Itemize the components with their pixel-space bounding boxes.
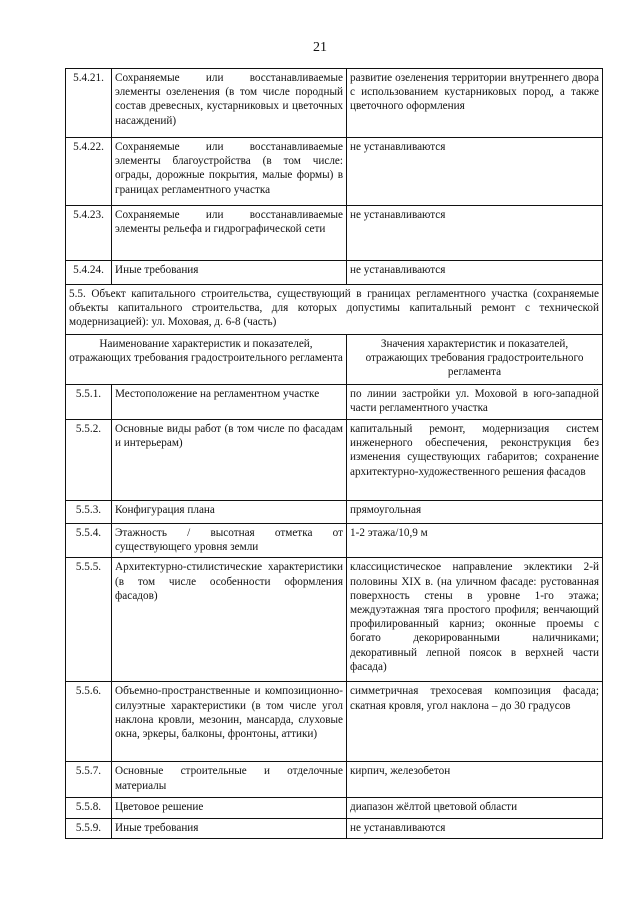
row-number: 5.5.5. [66, 558, 112, 682]
row-number: 5.4.21. [66, 69, 112, 138]
row-name: Местоположение на регламентном участке [112, 385, 347, 420]
row-number: 5.5.8. [66, 798, 112, 818]
table-row [66, 762, 603, 798]
table-row [66, 501, 603, 524]
section-title: 5.5. Объект капитального строительства, существующий в границах регламентного участка (сохраняемые объекты капитального строительства, для которых допустимы капитальный ремонт с технической модернизацией): ул. Моховая, д. 6-8 (часть) [66, 285, 603, 335]
row-number: 5.5.6. [66, 682, 112, 762]
row-name: Цветовое решение [112, 798, 347, 818]
requirements-table [65, 68, 603, 839]
row-number: 5.5.3. [66, 501, 112, 524]
table-row [66, 524, 603, 558]
row-name: Этажность / высотная отметка от существующего уровня земли [112, 524, 347, 558]
row-number: 5.4.22. [66, 138, 112, 206]
table-row [66, 206, 603, 261]
row-name: Сохраняемые или восстанавливаемые элементы рельефа и гидрографической сети [112, 206, 347, 261]
row-name: Сохраняемые или восстанавливаемые элементы озеленения (в том числе породный состав древесных, кустарниковых и цветочных насаждений) [112, 69, 347, 138]
table-row [66, 420, 603, 501]
row-number: 5.5.9. [66, 818, 112, 838]
row-value: кирпич, железобетон [347, 762, 603, 798]
column-header-value: Значения характеристик и показателей, отражающих требования градостроительного регламента [347, 335, 603, 385]
row-name: Основные строительные и отделочные материалы [112, 762, 347, 798]
row-name: Иные требования [112, 818, 347, 838]
table-row [66, 69, 603, 138]
row-number: 5.4.23. [66, 206, 112, 261]
row-name: Иные требования [112, 261, 347, 285]
row-name: Архитектурно-стилистические характеристики (в том числе особенности оформления фасадов) [112, 558, 347, 682]
row-number: 5.5.7. [66, 762, 112, 798]
table-row [66, 682, 603, 762]
row-number: 5.5.4. [66, 524, 112, 558]
row-number: 5.5.1. [66, 385, 112, 420]
row-value: прямоугольная [347, 501, 603, 524]
row-value: по линии застройки ул. Моховой в юго-западной части регламентного участка [347, 385, 603, 420]
row-name: Конфигурация плана [112, 501, 347, 524]
row-value: симметричная трехосевая композиция фасада; скатная кровля, угол наклона – до 30 градусов [347, 682, 603, 762]
column-header-name: Наименование характеристик и показателей, отражающих требования градостроительного регламента [66, 335, 347, 385]
table-row [66, 558, 603, 682]
row-value: не устанавливаются [347, 818, 603, 838]
row-number: 5.4.24. [66, 261, 112, 285]
row-name: Объемно-пространственные и композиционно-силуэтные характеристики (в том числе угол наклона кровли, мезонин, мансарда, слуховые окна, эркеры, балконы, фронтоны, аттики) [112, 682, 347, 762]
page-number: 21 [313, 40, 327, 55]
table-row [66, 261, 603, 285]
row-value: не устанавливаются [347, 206, 603, 261]
row-value: капитальный ремонт, модернизация систем инженерного обеспечения, реконструкция без изменения существующих габаритов; сохранение архитектурно-художественного решения фасадов [347, 420, 603, 501]
row-value: не устанавливаются [347, 261, 603, 285]
table-row [66, 138, 603, 206]
row-value: 1-2 этажа/10,9 м [347, 524, 603, 558]
section-row [66, 285, 603, 335]
row-value: классицистическое направление эклектики 2-й половины XIX в. (на уличном фасаде: рустованная поверхность стены в уровне 1-го этажа; междуэтажная тяга простого профиля; венчающий профилированный карниз; оконные проемы с богато декорированными наличниками; декоративный лепной поясок в верхней части фасада) [347, 558, 603, 682]
table-row [66, 385, 603, 420]
row-number: 5.5.2. [66, 420, 112, 501]
row-value: не устанавливаются [347, 138, 603, 206]
row-value: развитие озеленения территории внутреннего двора с использованием кустарниковых пород, а также цветочного оформления [347, 69, 603, 138]
row-value: диапазон жёлтой цветовой области [347, 798, 603, 818]
row-name: Основные виды работ (в том числе по фасадам и интерьерам) [112, 420, 347, 501]
table-row [66, 798, 603, 818]
table-row [66, 818, 603, 838]
row-name: Сохраняемые или восстанавливаемые элементы благоустройства (в том числе: ограды, дорожные покрытия, малые формы) в границах регламентного участка [112, 138, 347, 206]
table-header-row [66, 335, 603, 385]
